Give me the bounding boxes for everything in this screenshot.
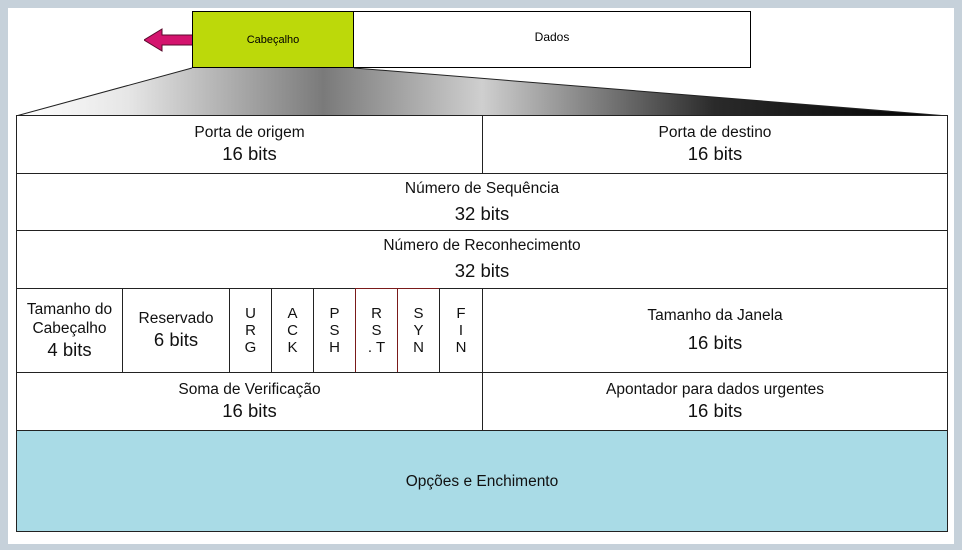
header-length-label-2: Cabeçalho: [32, 319, 107, 337]
header-length-label-1: Tamanho do: [26, 300, 113, 318]
dest-port-bits: 16 bits: [687, 143, 743, 164]
dest-port-label: Porta de destino: [658, 124, 772, 141]
flag-ack-letter: A: [287, 305, 298, 322]
segment-data-label: Dados: [534, 30, 570, 44]
source-port-label: Porta de origem: [194, 124, 305, 141]
checksum-label: Soma de Verificação: [178, 381, 321, 398]
checksum-bits: 16 bits: [222, 400, 277, 421]
urgent-pointer-bits: 16 bits: [687, 400, 743, 421]
reserved-label: Reservado: [138, 310, 214, 327]
options-padding-field: [16, 430, 948, 532]
flag-ack-letter: C: [287, 322, 298, 339]
flag-rst-letter: R: [371, 305, 382, 322]
ack-number-bits: 32 bits: [454, 260, 510, 281]
flag-rst-letter: S: [371, 322, 382, 339]
expansion-gradient: [8, 8, 954, 118]
flag-urg-letter: U: [245, 305, 256, 322]
flag-urg-letter: R: [245, 322, 256, 339]
flag-syn-letter: N: [413, 339, 424, 356]
flag-rst: [355, 288, 398, 373]
flag-fin-letter: F: [456, 305, 466, 322]
flag-psh-letter: P: [329, 305, 340, 322]
header-length-bits: 4 bits: [47, 338, 92, 360]
flag-fin-letter: N: [455, 339, 467, 356]
header-length-field: [16, 288, 123, 373]
flag-urg: [229, 288, 272, 373]
window-size-bits: 16 bits: [687, 332, 743, 353]
source-port-field: [16, 115, 483, 174]
flag-syn: [397, 288, 440, 373]
window-size-label: Tamanho da Janela: [647, 307, 783, 324]
flag-rst-letter: . T: [367, 339, 386, 356]
diagram-panel: [8, 8, 954, 544]
flag-psh-letter: S: [329, 322, 340, 339]
flag-psh-letter: H: [329, 339, 340, 356]
flag-ack: [271, 288, 314, 373]
flag-urg-letter: G: [244, 339, 257, 356]
flag-syn-letter: S: [413, 305, 424, 322]
dest-port-field: [482, 115, 948, 174]
urgent-pointer-label: Apontador para dados urgentes: [605, 381, 825, 398]
reserved-bits: 6 bits: [153, 329, 199, 350]
flag-fin-letter: I: [458, 322, 464, 339]
flag-fin: [439, 288, 483, 373]
ack-number-field: [16, 230, 948, 289]
flag-ack-letter: K: [287, 339, 298, 356]
reserved-field: [122, 288, 230, 373]
sequence-number-bits: 32 bits: [454, 202, 510, 224]
window-size-field: [482, 288, 948, 373]
sequence-number-label: Número de Sequência: [404, 179, 560, 197]
segment-header-label: Cabeçalho: [246, 33, 300, 46]
urgent-pointer-field: [482, 372, 948, 431]
flag-psh: [313, 288, 356, 373]
flag-syn-letter: Y: [413, 322, 424, 339]
ack-number-label: Número de Reconhecimento: [383, 237, 581, 254]
sequence-number-field: [16, 173, 948, 231]
options-padding-label: Opções e Enchimento: [405, 472, 559, 490]
source-port-bits: 16 bits: [222, 143, 277, 164]
checksum-field: [16, 372, 483, 431]
